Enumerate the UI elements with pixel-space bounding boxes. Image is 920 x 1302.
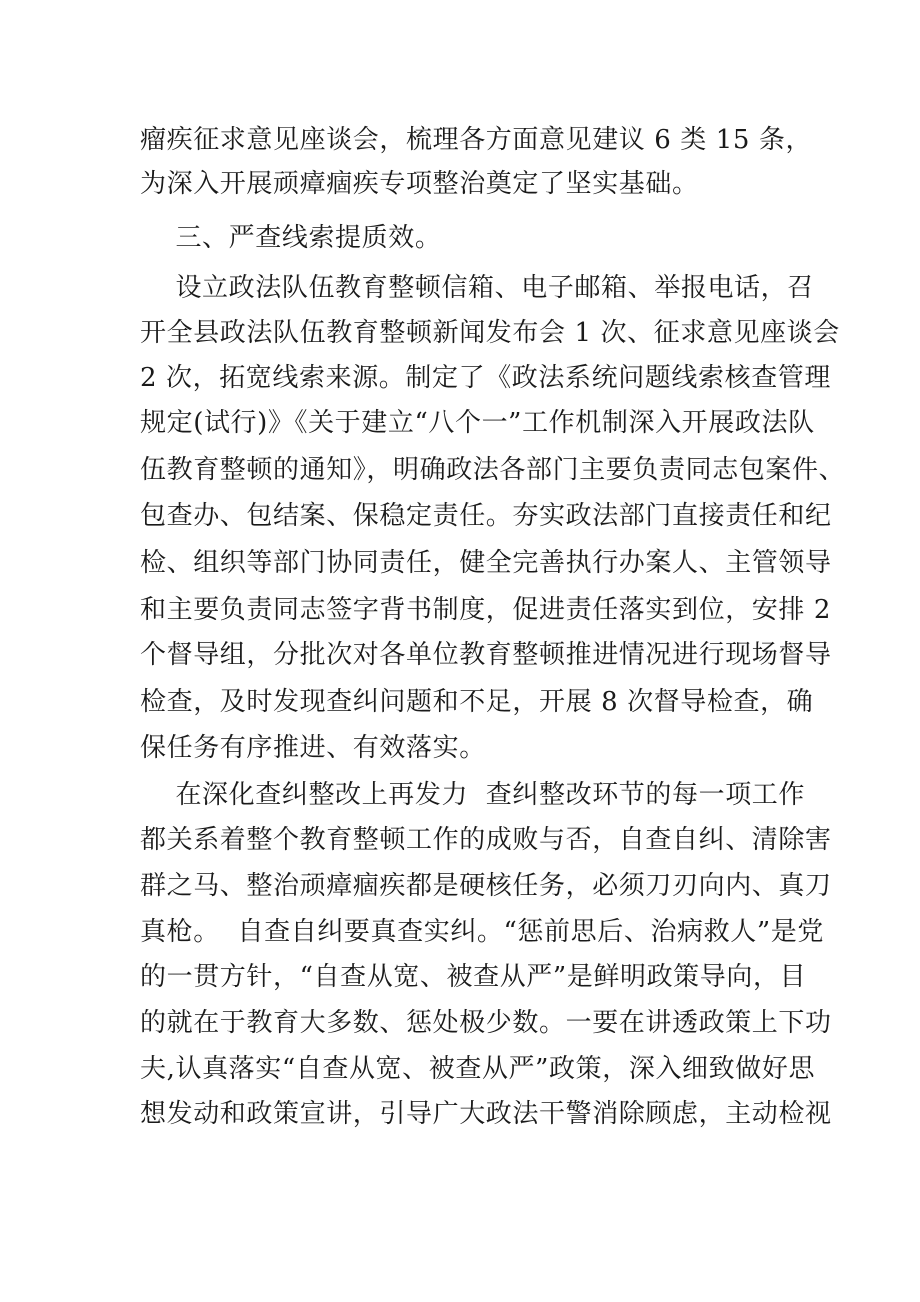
text-line: 2 次，拓宽线索来源。制定了《政法系统问题线索核查管理 [140,363,832,393]
text-line: 都关系着整个教育整顿工作的成败与否，自查自纠、清除害 [140,825,832,855]
text-line: 检、组织等部门协同责任，健全完善执行办案人、主管领导 [140,548,832,578]
text-line: 夫,认真落实“自查从宽、被查从严”政策，深入细致做好思 [140,1054,816,1084]
text-line: 在深化查纠整改上再发力 查纠整改环节的每一项工作 [140,780,805,810]
text-line: 个督导组，分批次对各单位教育整顿推进情况进行现场督导 [140,640,832,670]
text-line: 想发动和政策宣讲，引导广大政法干警消除顾虑，主动检视 [140,1099,832,1129]
text-line: 群之马、整治顽瘴痼疾都是硬核任务，必须刀刃向内、真刀 [140,871,832,901]
text-line: 伍教育整顿的通知》，明确政法各部门主要负责同志包案件、 [140,455,846,485]
text-line: 真枪。 自查自纠要真查实纠。“惩前思后、治病救人”是党 [140,917,824,947]
text-line: 和主要负责同志签字背书制度，促进责任落实到位，安排 2 [140,595,832,625]
text-line: 瘤疾征求意见座谈会，梳理各方面意见建议 6 类 15 条， [140,125,813,155]
text-line: 检查，及时发现查纠问题和不足，开展 8 次督导检查，确 [140,687,814,717]
text-line: 设立政法队伍教育整顿信箱、电子邮箱、举报电话，召 [140,273,814,303]
text-line: 的就在于教育大多数、惩处极少数。一要在讲透政策上下功 [140,1008,832,1038]
text-line: 为深入开展顽瘴痼疾专项整治奠定了坚实基础。 [140,169,699,199]
text-line: 开全县政法队伍教育整顿新闻发布会 1 次、征求意见座谈会 [140,318,840,348]
section-heading: 三、严查线索提质效。 [140,223,442,253]
text-line: 包查办、包结案、保稳定责任。夯实政法部门直接责任和纪 [140,501,832,531]
text-line: 规定(试行)》《关于建立“八个一”工作机制深入开展政法队 [140,408,815,438]
text-line: 保任务有序推进、有效落实。 [140,733,486,763]
text-line: 的一贯方针，“自查从宽、被查从严”是鲜明政策导向，目 [140,962,807,992]
